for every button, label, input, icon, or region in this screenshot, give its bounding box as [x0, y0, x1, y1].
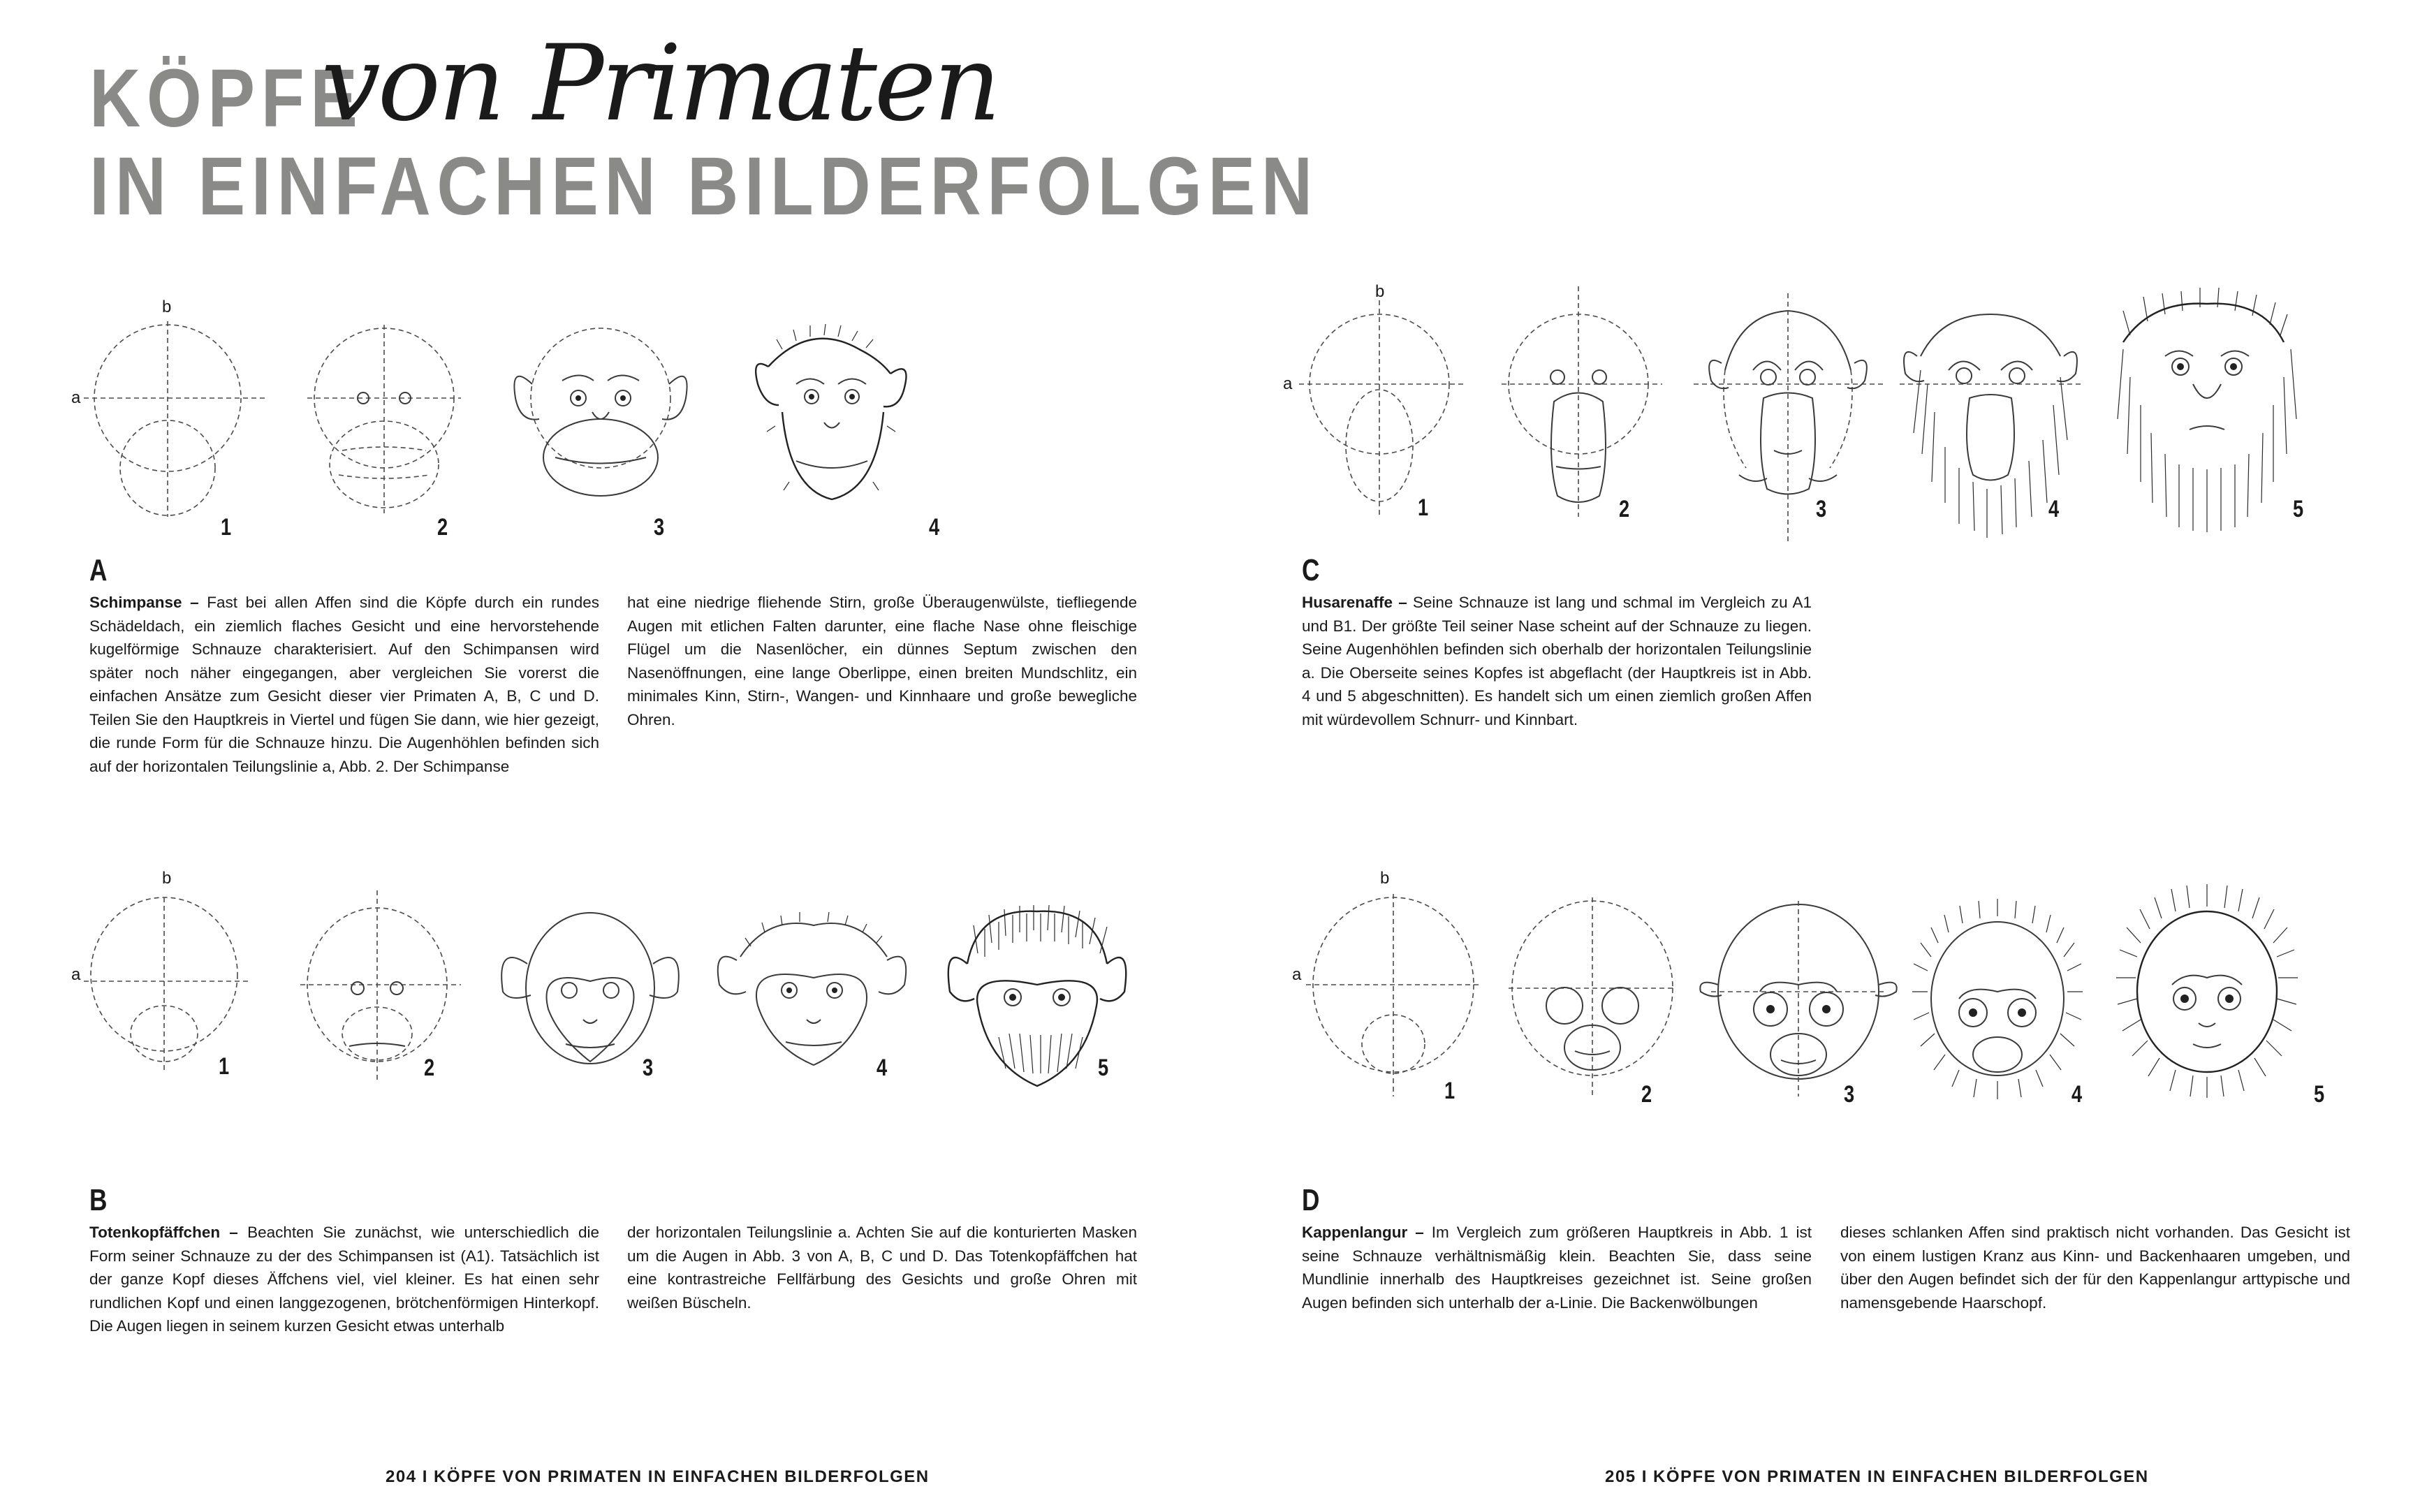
- axis-label-b: b: [1375, 282, 1385, 301]
- figure-number: 1: [219, 1053, 230, 1080]
- section-d-text-col2: dieses schlanken Affen sind praktisch nicht vorhanden. Das Gesicht ist von einem lustigen Kranz aus Kinn- und Backenhaaren umgeben, und über den Augen befindet sich der für den Kappenlangur arttypische und namensgebende Haarschopf.: [1840, 1224, 2350, 1312]
- axis-label-b: b: [162, 298, 172, 316]
- axis-label-b: b: [1380, 869, 1390, 888]
- section-letter-d: D: [1302, 1183, 1320, 1217]
- figure-number: 5: [2293, 496, 2304, 522]
- page-footer-left: 204 I KÖPFE VON PRIMATEN IN EINFACHEN BILDERFOLGEN: [386, 1467, 930, 1486]
- axis-label-a: a: [71, 388, 81, 407]
- section-c-body-1: Seine Schnauze ist lang und schmal im Vergleich zu A1 und B1. Der größte Teil seiner Nase scheint auf der Schnauze zu liegen. Seine Augenhöhlen befinden sich oberhalb der horizontalen Teilungslinie a. Die Oberseite seines Kopfes ist abgeflacht (der Hauptkreis ist in Abb. 4 und 5 abgeschnitten). Es handelt sich um einen ziemlich großen Affen mit würdevollem Schnurr- und Kinnbart.: [1302, 594, 1812, 728]
- axis-label-a: a: [1283, 374, 1293, 393]
- page-footer-right: 205 I KÖPFE VON PRIMATEN IN EINFACHEN BILDERFOLGEN: [1605, 1467, 2149, 1486]
- figure-number: 1: [221, 514, 232, 541]
- title-line-1: KÖPFE: [89, 52, 364, 145]
- figure-number: 5: [2314, 1081, 2325, 1108]
- squirrel-monkey-sketch-sequence: [70, 887, 1159, 1117]
- axis-label-a: a: [1292, 965, 1302, 984]
- section-a-text-col1: [89, 591, 599, 778]
- figure-number: 4: [877, 1055, 888, 1081]
- section-a-body-1: Fast bei allen Affen sind die Köpfe durch ein rundes Schädeldach, ein ziemlich flaches Gesicht und eine hervorstehende kugelförmige Schnauze charakterisiert. Auf den Schimpansen wird später noch näher eingegangen, aber vergleichen Sie vorerst die einfachen Ansätze zum Gesicht dieser vier Primaten A, B, C und D. Teilen Sie den Hauptkreis in Viertel und fügen Sie dann, wie hier gezeigt, die runde Form für die Schnauze hinzu. Die Augenhöhlen befinden sich auf der horizontalen Teilungslinie a, Abb. 2. Der Schimpanse: [89, 594, 599, 775]
- figure-number: 1: [1418, 494, 1429, 521]
- axis-label-b: b: [162, 869, 172, 888]
- axis-label-a: a: [71, 965, 81, 984]
- figure-number: 4: [929, 514, 940, 541]
- section-a-text-col2: hat eine niedrige fliehende Stirn, große Überaugenwülste, tiefliegende Augen mit etlichen Falten darunter, eine flache Nase ohne fleischige Flügel um die Nasenlöcher, ein dünnes Septum zwischen den Nasenöffnungen, eine lange Oberlippe, einen breiten Mundschlitz, ein minimales Kinn, Stirn-, Wangen- und Kinnhaare und große bewegliche Ohren.: [627, 594, 1137, 728]
- figure-number: 5: [1098, 1055, 1109, 1081]
- figure-number: 2: [1641, 1081, 1652, 1108]
- figure-number: 3: [654, 514, 665, 541]
- section-b-text-col2: der horizontalen Teilungslinie a. Achten Sie auf die konturierten Masken um die Augen in Abb. 3 von A, B, C und D. Das Totenkopfäffchen hat eine kontrastreiche Fellfärbung des Gesichts und große Ohren mit weißen Büscheln.: [627, 1224, 1137, 1312]
- section-c-heading: Husarenaffe –: [1302, 594, 1407, 611]
- section-c-text-col1: [1302, 591, 1812, 731]
- figure-number: 2: [424, 1055, 435, 1081]
- section-b-heading: Totenkopfäffchen –: [89, 1224, 238, 1241]
- figure-number: 2: [437, 514, 448, 541]
- figure-number: 3: [1816, 496, 1827, 522]
- section-a-heading: Schimpanse –: [89, 594, 199, 611]
- figure-number: 1: [1444, 1078, 1455, 1104]
- figure-number: 4: [2048, 496, 2060, 522]
- section-letter-c: C: [1302, 553, 1320, 587]
- title-line-2: IN EINFACHEN BILDERFOLGEN: [89, 140, 1319, 233]
- figure-number: 3: [643, 1055, 654, 1081]
- figure-number: 3: [1844, 1081, 1855, 1108]
- section-letter-b: B: [89, 1183, 108, 1217]
- patas-monkey-sketch-sequence: [1292, 282, 2312, 552]
- title-script: von Primaten: [321, 23, 999, 145]
- section-d-heading: Kappenlangur –: [1302, 1224, 1424, 1241]
- section-d-body-1: Im Vergleich zum größeren Hauptkreis in Abb. 1 ist seine Schnauze verhältnismäßig klein. Beachten Sie, dass seine Mundlinie innerhalb des Hauptkreises gezeichnet ist. Seine großen Augen befinden sich unterhalb der a-Linie. Die Backenwölbungen: [1302, 1224, 1812, 1312]
- section-b-text-col1: [89, 1221, 599, 1338]
- section-b-body-1: Beachten Sie zunächst, wie unterschiedlich die Form seiner Schnauze zu der des Schimpansen ist (A1). Tatsächlich ist der ganze Kopf dieses Äffchens viel, viel kleiner. Es hat einen sehr rundlichen Kopf und einen langgezogenen, brötchenförmigen Hinterkopf. Die Augen liegen in seinem kurzen Gesicht etwas unterhalb: [89, 1224, 599, 1335]
- section-letter-a: A: [89, 553, 108, 587]
- chimpanzee-sketch-sequence: [70, 307, 1013, 524]
- figure-number: 2: [1619, 496, 1630, 522]
- figure-number: 4: [2071, 1081, 2083, 1108]
- section-d-text-col1: [1302, 1221, 1812, 1314]
